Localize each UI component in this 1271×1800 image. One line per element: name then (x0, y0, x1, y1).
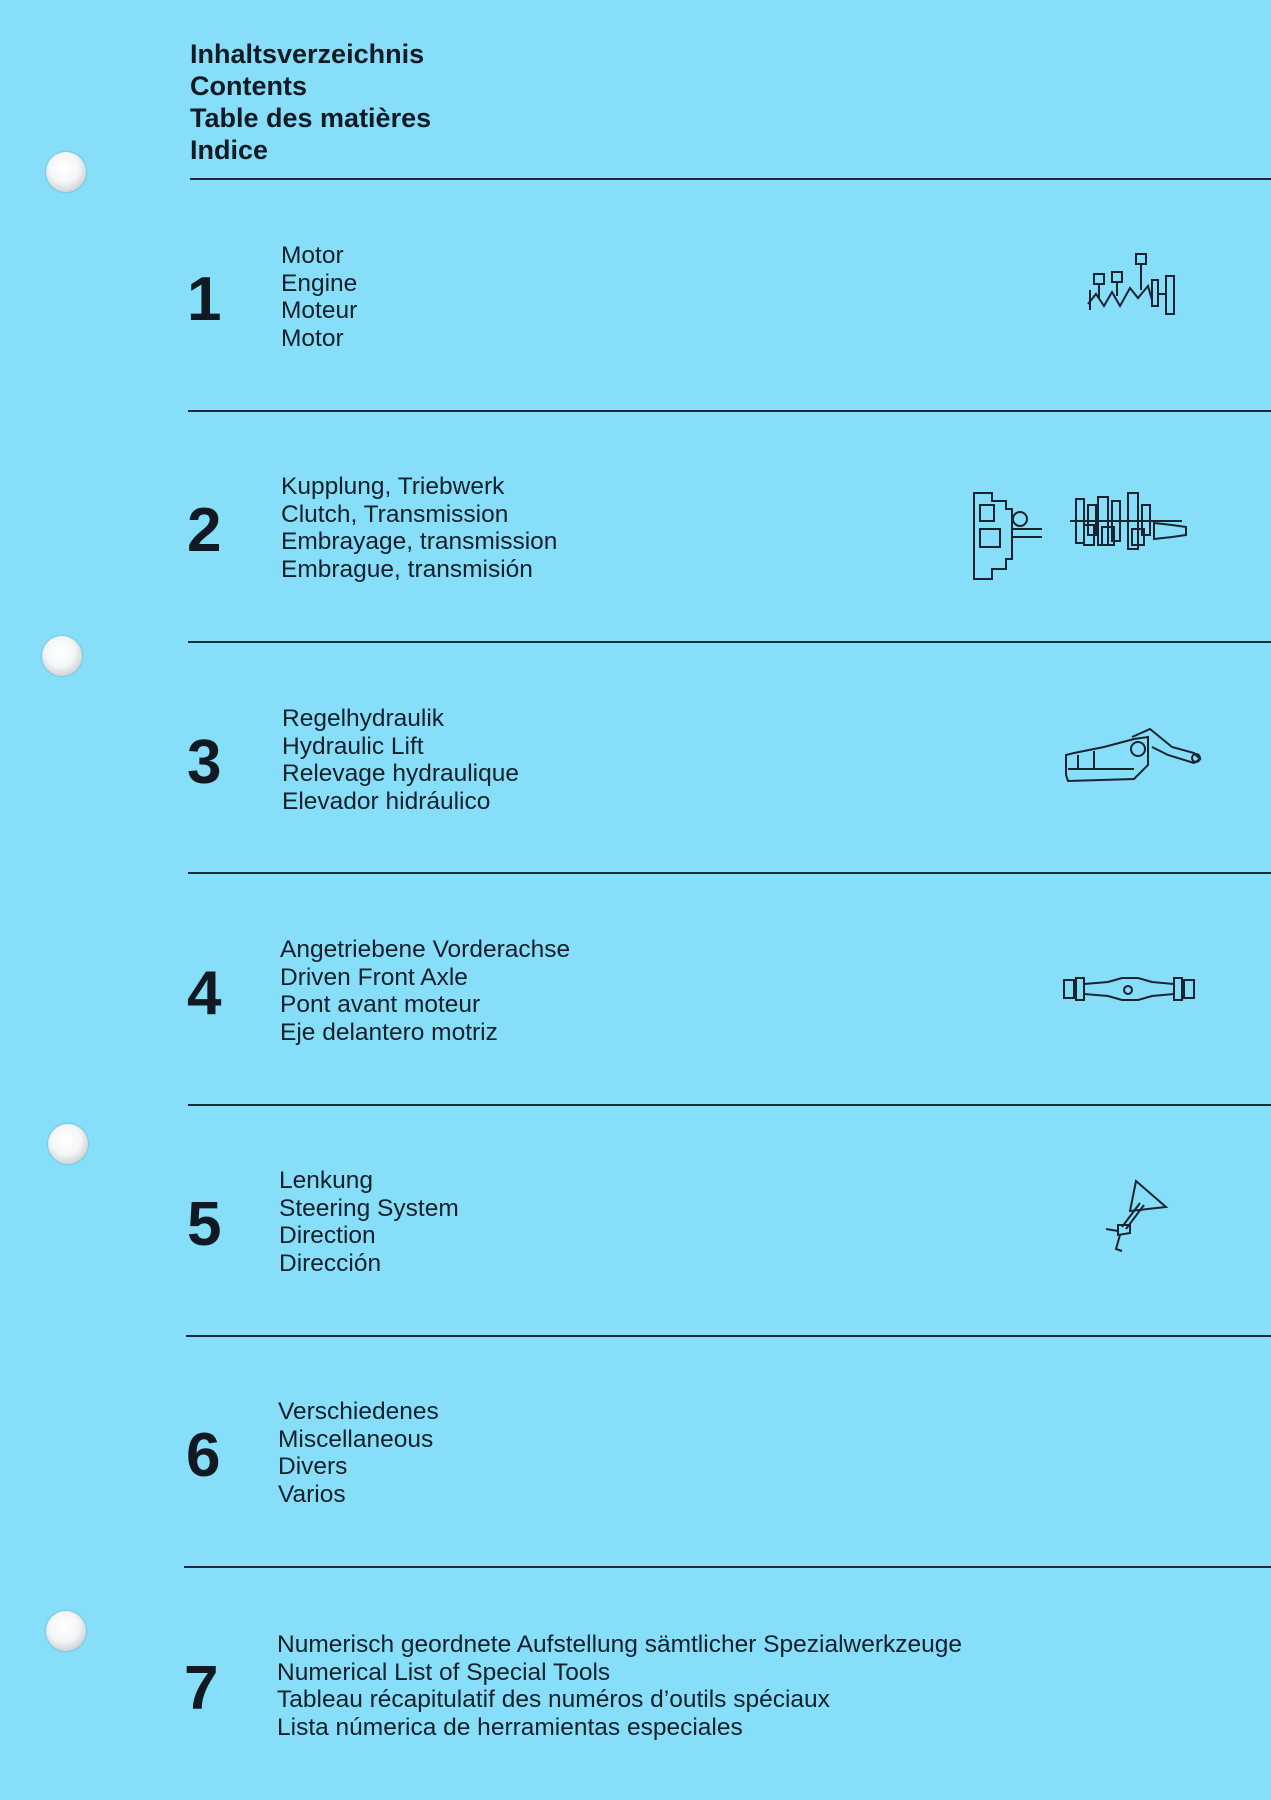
label-french: Embrayage, transmission (281, 528, 558, 555)
label-spanish: Varios (278, 1480, 346, 1508)
label-german: Lenkung (279, 1167, 374, 1194)
heading-french: Table des matières (190, 103, 432, 133)
front-axle-icon (1062, 972, 1196, 1006)
divider (188, 410, 1271, 412)
section-labels (279, 1167, 459, 1277)
section-5-steering[interactable] (0, 1165, 1271, 1285)
section-number: 7 (184, 1654, 219, 1723)
section-labels (277, 1631, 962, 1741)
label-french: Pont avant moteur (280, 991, 481, 1018)
section-labels (281, 242, 357, 352)
label-french: Tableau récapitulatif des numéros d’outils spéciaux (277, 1686, 830, 1713)
section-labels (280, 936, 570, 1046)
label-german: Regelhydraulik (282, 705, 445, 732)
heading-spanish: Indice (190, 135, 269, 165)
heading-english: Contents (190, 71, 307, 101)
section-number: 4 (187, 959, 222, 1028)
section-2-clutch-transmission[interactable] (0, 471, 1271, 591)
divider (190, 178, 1271, 180)
label-french: Relevage hydraulique (282, 760, 519, 787)
label-english: Clutch, Transmission (281, 500, 509, 528)
section-number: 1 (187, 265, 222, 334)
label-french: Divers (278, 1453, 348, 1480)
section-number: 5 (187, 1190, 222, 1259)
section-1-engine[interactable] (0, 240, 1271, 360)
divider (188, 872, 1271, 874)
label-german: Verschiedenes (278, 1398, 439, 1425)
label-spanish: Elevador hidráulico (282, 787, 491, 815)
hydraulic-lift-icon (1064, 725, 1204, 789)
label-german: Motor (281, 242, 344, 269)
label-english: Miscellaneous (278, 1425, 434, 1453)
label-german: Angetriebene Vorderachse (280, 936, 571, 963)
section-labels (282, 705, 519, 815)
section-number: 2 (187, 496, 222, 565)
label-spanish: Motor (281, 324, 344, 352)
label-english: Steering System (279, 1194, 459, 1222)
divider (188, 1104, 1271, 1106)
section-number: 3 (187, 728, 222, 797)
section-number: 6 (186, 1421, 221, 1490)
punch-hole (42, 636, 82, 676)
punch-hole (46, 152, 86, 192)
heading-german: Inhaltsverzeichnis (190, 39, 425, 69)
label-german: Numerisch geordnete Aufstellung sämtlicher Spezialwerkzeuge (277, 1631, 962, 1658)
section-labels (281, 473, 557, 583)
label-spanish: Dirección (279, 1249, 382, 1277)
label-english: Hydraulic Lift (282, 732, 424, 760)
label-french: Moteur (281, 297, 358, 324)
engine-icon (1086, 250, 1178, 318)
label-english: Engine (281, 269, 358, 297)
label-english: Driven Front Axle (280, 963, 468, 991)
section-labels (278, 1398, 439, 1508)
label-spanish: Lista númerica de herramientas especiales (277, 1713, 743, 1741)
page-heading (190, 38, 431, 166)
transmission-icon (972, 489, 1192, 585)
label-german: Kupplung, Triebwerk (281, 473, 505, 500)
label-english: Numerical List of Special Tools (277, 1658, 611, 1686)
label-french: Direction (279, 1222, 376, 1249)
section-6-miscellaneous[interactable] (0, 1396, 1271, 1516)
punch-hole (48, 1124, 88, 1164)
label-spanish: Embrague, transmisión (281, 555, 533, 583)
divider (188, 641, 1271, 643)
steering-icon (1100, 1177, 1170, 1253)
section-3-hydraulic-lift[interactable] (0, 703, 1271, 823)
section-7-special-tools[interactable] (0, 1629, 1271, 1749)
section-4-front-axle[interactable] (0, 934, 1271, 1054)
divider (184, 1566, 1271, 1568)
divider (186, 1335, 1271, 1337)
label-spanish: Eje delantero motriz (280, 1018, 498, 1046)
